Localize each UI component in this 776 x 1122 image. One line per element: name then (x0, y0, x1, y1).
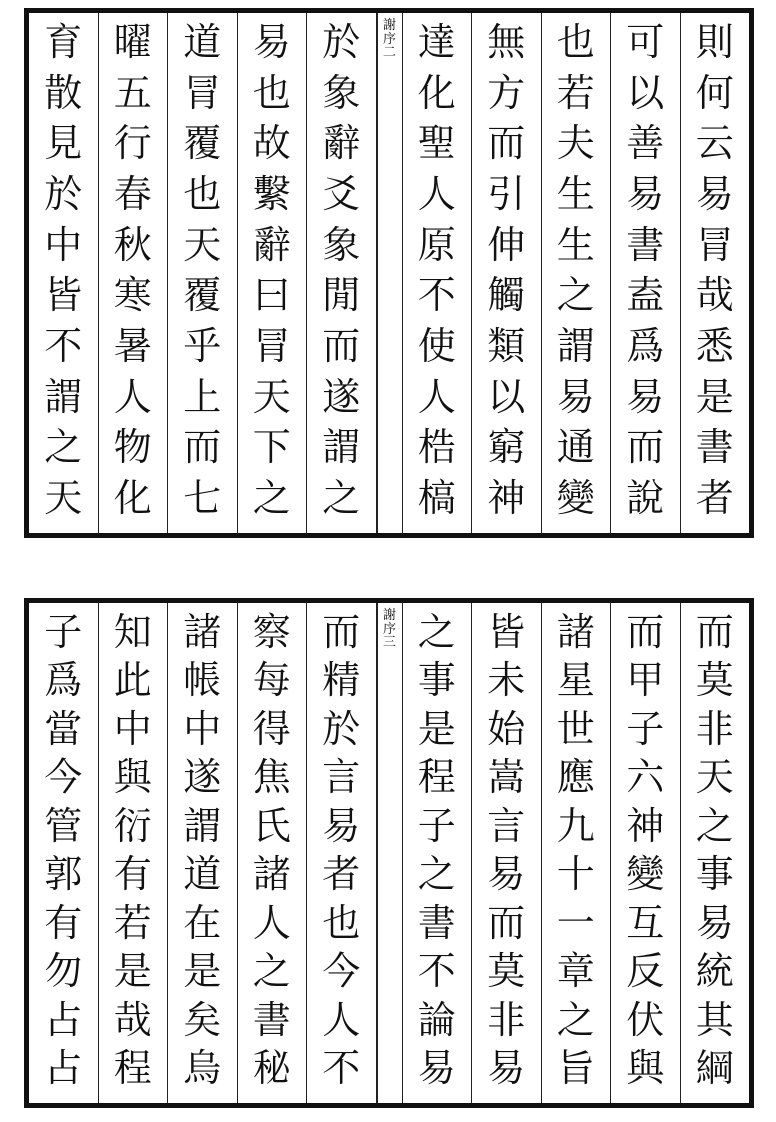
text-column (610, 13, 680, 533)
character: 事 (417, 658, 456, 703)
character: 引 (487, 171, 526, 216)
character: 言 (322, 755, 361, 800)
character: 應 (556, 755, 595, 800)
character: 諸 (252, 852, 291, 897)
character: 嵩 (487, 755, 526, 800)
character: 觸 (487, 273, 526, 318)
character: 中 (183, 706, 222, 751)
character: 綱 (695, 1045, 734, 1090)
character: 六 (626, 755, 665, 800)
character: 是 (695, 374, 734, 419)
character: 而 (626, 425, 665, 470)
character: 九 (556, 803, 595, 848)
character: 通 (556, 425, 595, 470)
character: 易 (556, 374, 595, 419)
character: 非 (487, 997, 526, 1042)
character: 道 (183, 852, 222, 897)
center-fold-label (376, 13, 402, 533)
page-lower (24, 598, 754, 1108)
character: 化 (113, 475, 152, 520)
character: 象 (322, 70, 361, 115)
character: 易 (252, 20, 291, 64)
character: 原 (417, 222, 456, 267)
character: 今 (44, 755, 83, 800)
character: 秋 (113, 222, 152, 267)
character: 天 (44, 475, 83, 520)
character: 而 (626, 610, 665, 654)
text-column (98, 13, 168, 533)
text-column (402, 603, 472, 1103)
character: 星 (556, 658, 595, 703)
character: 天 (252, 374, 291, 419)
character: 之 (252, 949, 291, 994)
character: 易 (695, 900, 734, 945)
character: 章 (556, 949, 595, 994)
character: 也 (556, 20, 595, 64)
character: 知 (113, 610, 152, 654)
character: 寒 (113, 273, 152, 318)
character: 世 (556, 706, 595, 751)
character: 何 (695, 70, 734, 115)
text-column (306, 13, 376, 533)
character: 遂 (322, 374, 361, 419)
character: 始 (487, 706, 526, 751)
character: 易 (626, 171, 665, 216)
character: 於 (322, 706, 361, 751)
character: 此 (113, 658, 152, 703)
character: 也 (322, 900, 361, 945)
text-column (541, 13, 611, 533)
text-column (680, 603, 750, 1103)
character: 之 (556, 273, 595, 318)
character: 生 (556, 171, 595, 216)
character: 覆 (183, 121, 222, 166)
character: 之 (556, 997, 595, 1042)
character: 若 (556, 70, 595, 115)
character: 變 (556, 475, 595, 520)
character: 三 (382, 635, 396, 651)
character: 化 (417, 70, 456, 115)
character: 辭 (252, 222, 291, 267)
character: 諸 (183, 610, 222, 654)
character: 者 (322, 852, 361, 897)
text-column (471, 13, 541, 533)
character: 諸 (556, 610, 595, 654)
character: 矣 (183, 997, 222, 1042)
character: 謂 (44, 374, 83, 419)
character: 使 (417, 323, 456, 368)
character: 占 (44, 1045, 83, 1090)
text-column (471, 603, 541, 1103)
character: 之 (417, 852, 456, 897)
character: 天 (183, 222, 222, 267)
character: 反 (626, 949, 665, 994)
character: 於 (322, 20, 361, 64)
character: 槁 (417, 475, 456, 520)
character: 而 (487, 900, 526, 945)
character: 冐 (695, 222, 734, 267)
character: 閒 (322, 273, 361, 318)
character: 當 (44, 706, 83, 751)
character: 乎 (183, 323, 222, 368)
character: 事 (695, 852, 734, 897)
text-column (402, 13, 472, 533)
character: 皆 (487, 610, 526, 654)
character: 書 (417, 900, 456, 945)
character: 易 (695, 171, 734, 216)
character: 在 (183, 900, 222, 945)
character: 得 (252, 706, 291, 751)
character: 統 (695, 949, 734, 994)
character: 下 (252, 425, 291, 470)
character: 於 (44, 171, 83, 216)
character: 不 (417, 949, 456, 994)
character: 察 (252, 610, 291, 654)
character: 秘 (252, 1045, 291, 1090)
character: 夫 (556, 121, 595, 166)
text-column (306, 603, 376, 1103)
character: 而 (487, 121, 526, 166)
character: 帳 (183, 658, 222, 703)
text-column (610, 603, 680, 1103)
text-column (98, 603, 168, 1103)
character: 一 (556, 900, 595, 945)
character: 無 (487, 20, 526, 64)
character: 序 (382, 31, 396, 47)
text-column (167, 603, 237, 1103)
character: 七 (183, 475, 222, 520)
character: 不 (322, 1045, 361, 1090)
text-column (167, 13, 237, 533)
character: 謝 (382, 18, 396, 33)
center-fold-label (376, 603, 402, 1103)
character: 其 (695, 997, 734, 1042)
character: 育 (44, 20, 83, 64)
character: 哉 (695, 273, 734, 318)
character: 易 (322, 803, 361, 848)
character: 易 (417, 1045, 456, 1090)
character: 人 (417, 374, 456, 419)
character: 之 (322, 475, 361, 520)
character: 之 (695, 803, 734, 848)
character: 與 (113, 755, 152, 800)
character: 焦 (252, 755, 291, 800)
character: 辭 (322, 121, 361, 166)
character: 者 (695, 475, 734, 520)
character: 變 (626, 852, 665, 897)
character: 以 (487, 374, 526, 419)
character: 易 (626, 374, 665, 419)
character: 而 (322, 610, 361, 654)
text-columns (29, 603, 749, 1103)
text-column (237, 13, 307, 533)
character: 易 (487, 1045, 526, 1090)
character: 謂 (183, 803, 222, 848)
character: 不 (44, 323, 83, 368)
character: 五 (113, 70, 152, 115)
character: 爻 (322, 171, 361, 216)
character: 繫 (252, 171, 291, 216)
character: 每 (252, 658, 291, 703)
character: 神 (626, 803, 665, 848)
character: 以 (626, 70, 665, 115)
character: 有 (44, 900, 83, 945)
character: 之 (44, 425, 83, 470)
character: 道 (183, 20, 222, 64)
character: 二 (382, 45, 396, 61)
character: 物 (113, 425, 152, 470)
character: 生 (556, 222, 595, 267)
character: 有 (113, 852, 152, 897)
character: 旨 (556, 1045, 595, 1090)
character: 十 (556, 852, 595, 897)
character: 也 (252, 70, 291, 115)
character: 衍 (113, 803, 152, 848)
character: 達 (417, 20, 456, 64)
character: 冐 (183, 70, 222, 115)
character: 管 (44, 803, 83, 848)
character: 不 (417, 273, 456, 318)
character: 爲 (626, 323, 665, 368)
character: 爲 (44, 658, 83, 703)
character: 若 (113, 900, 152, 945)
character: 善 (626, 121, 665, 166)
character: 烏 (183, 1045, 222, 1090)
character: 遂 (183, 755, 222, 800)
character: 人 (417, 171, 456, 216)
text-columns (29, 13, 749, 533)
character: 之 (417, 610, 456, 654)
character: 也 (183, 171, 222, 216)
character: 見 (44, 121, 83, 166)
character: 人 (322, 997, 361, 1042)
character: 覆 (183, 273, 222, 318)
character: 非 (695, 706, 734, 751)
text-column (541, 603, 611, 1103)
character: 謂 (556, 323, 595, 368)
character: 莫 (695, 658, 734, 703)
character: 類 (487, 323, 526, 368)
character: 上 (183, 374, 222, 419)
character: 甲 (626, 658, 665, 703)
character: 氏 (252, 803, 291, 848)
character: 聖 (417, 121, 456, 166)
character: 互 (626, 900, 665, 945)
text-column (29, 603, 98, 1103)
character: 象 (322, 222, 361, 267)
character: 梏 (417, 425, 456, 470)
character: 曜 (113, 20, 152, 64)
character: 云 (695, 121, 734, 166)
character: 序 (382, 621, 396, 637)
character: 莫 (487, 949, 526, 994)
character: 是 (417, 706, 456, 751)
character: 則 (695, 20, 734, 64)
character: 子 (44, 610, 83, 654)
text-column (29, 13, 98, 533)
character: 謝 (382, 608, 396, 623)
character: 曰 (252, 273, 291, 318)
character: 言 (487, 803, 526, 848)
character: 皆 (44, 273, 83, 318)
character: 勿 (44, 949, 83, 994)
character: 春 (113, 171, 152, 216)
character: 窮 (487, 425, 526, 470)
character: 今 (322, 949, 361, 994)
character: 書 (252, 997, 291, 1042)
character: 盍 (626, 273, 665, 318)
character: 書 (695, 425, 734, 470)
character: 而 (695, 610, 734, 654)
character: 哉 (113, 997, 152, 1042)
page-upper (24, 8, 754, 538)
character: 暑 (113, 323, 152, 368)
character: 程 (417, 755, 456, 800)
character: 中 (113, 706, 152, 751)
character: 行 (113, 121, 152, 166)
character: 精 (322, 658, 361, 703)
character: 人 (252, 900, 291, 945)
character: 是 (113, 949, 152, 994)
character: 故 (252, 121, 291, 166)
character: 伸 (487, 222, 526, 267)
character: 子 (626, 706, 665, 751)
character: 論 (417, 997, 456, 1042)
text-column (680, 13, 750, 533)
character: 子 (417, 803, 456, 848)
character: 伏 (626, 997, 665, 1042)
character: 天 (695, 755, 734, 800)
character: 是 (183, 949, 222, 994)
character: 中 (44, 222, 83, 267)
text-column (237, 603, 307, 1103)
character: 人 (113, 374, 152, 419)
character: 神 (487, 475, 526, 520)
character: 說 (626, 475, 665, 520)
character: 書 (626, 222, 665, 267)
character: 悉 (695, 323, 734, 368)
character: 散 (44, 70, 83, 115)
character: 之 (252, 475, 291, 520)
character: 而 (322, 323, 361, 368)
character: 謂 (322, 425, 361, 470)
character: 而 (183, 425, 222, 470)
character: 方 (487, 70, 526, 115)
character: 未 (487, 658, 526, 703)
character: 可 (626, 20, 665, 64)
character: 易 (487, 852, 526, 897)
character: 程 (113, 1045, 152, 1090)
character: 占 (44, 997, 83, 1042)
character: 冐 (252, 323, 291, 368)
character: 郭 (44, 852, 83, 897)
character: 與 (626, 1045, 665, 1090)
